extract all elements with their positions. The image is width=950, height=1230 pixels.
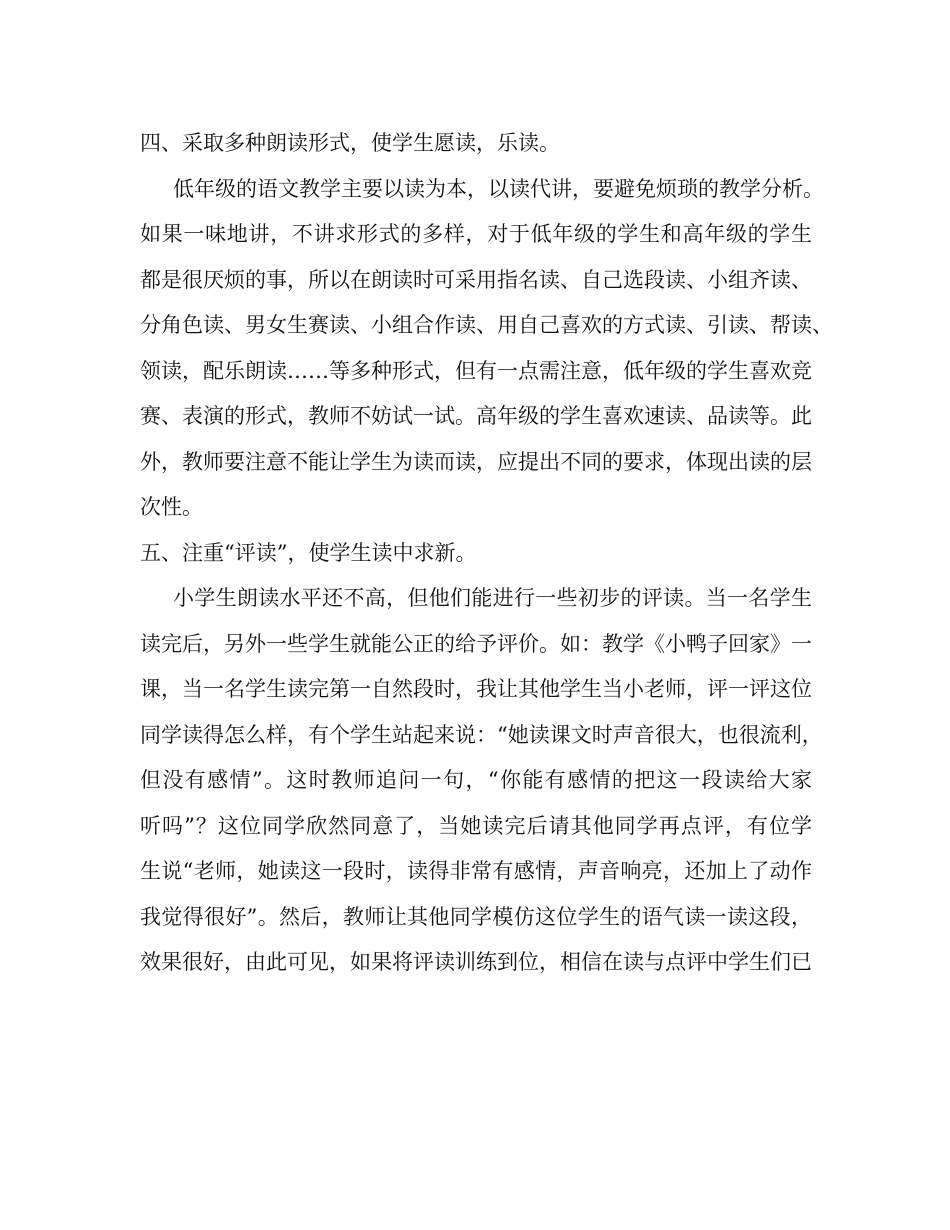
section-5-line-9: 效果很好，由此可见，如果将评读训练到位，相信在读与点评中学生们已 <box>140 950 812 974</box>
section-4-line-7: 外，教师要注意不能让学生为读而读，应提出不同的要求，体现出读的层 <box>140 449 812 474</box>
section-5-line-8: 我觉得很好”。然后，教师让其他同学模仿这位学生的语气读一读这段， <box>140 904 812 929</box>
section-5-heading: 五、注重“评读”，使学生读中求新。 <box>140 540 477 565</box>
section-5-line-6: 听吗”？这位同学欣然同意了，当她读完后请其他同学再点评，有位学 <box>140 813 812 838</box>
section-5-line-2: 读完后，另外一些学生就能公正的给予评价。如：教学《小鸭子回家》一 <box>140 631 812 656</box>
section-5-line-3: 课，当一名学生读完第一自然段时，我让其他学生当小老师，评一评这位 <box>140 677 812 701</box>
section-4-line-1: 低年级的语文教学主要以读为本，以读代讲，要避免烦琐的教学分析。 <box>173 176 824 201</box>
section-4-line-3: 都是很厌烦的事，所以在朗读时可采用指名读、自己选段读、小组齐读、 <box>140 267 812 292</box>
section-5-line-1: 小学生朗读水平还不高，但他们能进行一些初步的评读。当一名学生 <box>173 586 812 610</box>
section-4-line-6: 赛、表演的形式，教师不妨试一试。高年级的学生喜欢速读、品读等。此 <box>140 404 812 428</box>
section-4-line-2: 如果一味地讲，不讲求形式的多样，对于低年级的学生和高年级的学生 <box>140 222 812 246</box>
section-4-line-8: 次性。 <box>140 495 203 519</box>
section-4-heading: 四、采取多种朗读形式，使学生愿读，乐读。 <box>140 131 560 155</box>
section-5-line-7: 生说“老师，她读这一段时，读得非常有感情，声音响亮，还加上了动作 <box>140 859 812 883</box>
section-4-line-5: 领读，配乐朗读……等多种形式，但有一点需注意，低年级的学生喜欢竞 <box>140 358 812 383</box>
document-body <box>140 121 833 986</box>
section-5-line-4: 同学读得怎么样，有个学生站起来说：“她读课文时声音很大，也很流利， <box>140 722 823 747</box>
section-5-line-5: 但没有感情”。这时教师追问一句，“你能有感情的把这一段读给大家 <box>140 768 812 792</box>
section-4-line-4: 分角色读、男女生赛读、小组合作读、用自己喜欢的方式读、引读、帮读、 <box>140 313 833 337</box>
